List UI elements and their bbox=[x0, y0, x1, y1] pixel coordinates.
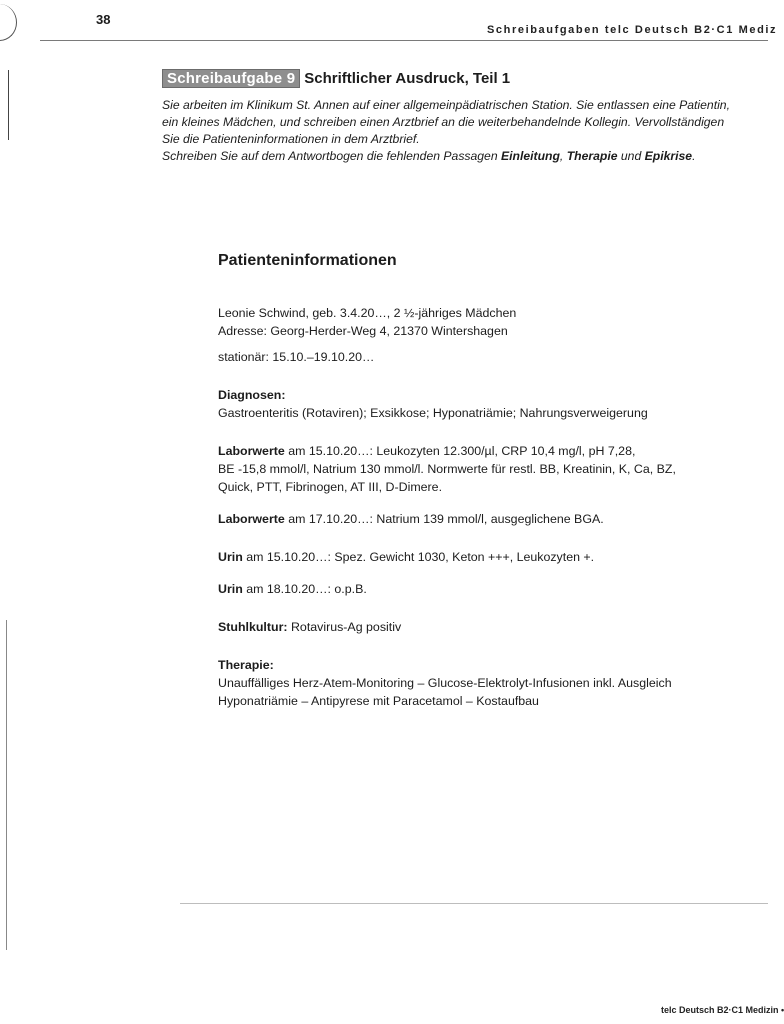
footer-text: telc Deutsch B2·C1 Medizin • bbox=[661, 1005, 784, 1015]
task-heading bbox=[162, 70, 510, 87]
task-subtitle: Schriftlicher Ausdruck, Teil 1 bbox=[304, 70, 511, 87]
therapy-label: Therapie: bbox=[218, 658, 274, 672]
running-head: Schreibaufgaben telc Deutsch B2·C1 Mediz bbox=[487, 24, 778, 36]
part-einleitung: Einleitung bbox=[501, 149, 560, 163]
footer-rule bbox=[180, 903, 768, 904]
therapy-line-2: Hyponatriämie – Antipyrese mit Paracetamol – Kostaufbau bbox=[218, 694, 539, 708]
scan-margin-line bbox=[8, 70, 9, 140]
stool-culture: Stuhlkultur: Rotavirus-Ag positiv bbox=[218, 620, 402, 634]
diagnoses-label: Diagnosen: bbox=[218, 388, 286, 402]
patient-address-line: Adresse: Georg-Herder-Weg 4, 21370 Wintershagen bbox=[218, 324, 508, 338]
part-therapie: Therapie bbox=[566, 149, 618, 163]
lab-values-1-line3: Quick, PTT, Fibrinogen, AT III, D-Dimere. bbox=[218, 480, 443, 494]
scan-margin-line-lower bbox=[6, 620, 7, 950]
patient-name-line: Leonie Schwind, geb. 3.4.20…, 2 ½-jähriges Mädchen bbox=[218, 306, 517, 320]
task-badge: Schreibaufgabe 9 bbox=[162, 69, 300, 88]
patient-stay-line: stationär: 15.10.–19.10.20… bbox=[218, 350, 375, 364]
diagnoses-text: Gastroenteritis (Rotaviren); Exsikkose; Hyponatriämie; Nahrungsverweigerung bbox=[218, 406, 648, 420]
therapy-line-1: Unauffälliges Herz-Atem-Monitoring – Glucose-Elektrolyt-Infusionen inkl. Ausgleich bbox=[218, 676, 672, 690]
lab-values-1-line2: BE -15,8 mmol/l, Natrium 130 mmol/l. Normwerte für restl. BB, Kreatinin, K, Ca, BZ, bbox=[218, 462, 676, 476]
lab-values-1: Laborwerte am 15.10.20…: Leukozyten 12.300/µl, CRP 10,4 mg/l, pH 7,28, bbox=[218, 444, 636, 458]
instruction-line: Sie arbeiten im Klinikum St. Annen auf einer allgemeinpädiatrischen Station. Sie entlassen eine Patientin, bbox=[162, 98, 730, 112]
answer-sheet-instruction: Schreiben Sie auf dem Antwortbogen die fehlenden Passagen Einleitung, Therapie und Epikrise. bbox=[162, 149, 696, 163]
task-instructions bbox=[162, 97, 782, 165]
page-number: 38 bbox=[96, 12, 111, 27]
urine-1: Urin am 15.10.20…: Spez. Gewicht 1030, Keton +++, Leukozyten +. bbox=[218, 550, 595, 564]
instruction-line: ein kleines Mädchen, und schreiben einen Arztbrief an die weiterbehandelnde Kollegin. Vervollständigen bbox=[162, 115, 725, 129]
header-rule bbox=[40, 40, 768, 41]
part-epikrise: Epikrise bbox=[644, 149, 693, 163]
scan-binding-curve bbox=[0, 4, 17, 41]
patient-information bbox=[218, 250, 748, 710]
urine-2: Urin am 18.10.20…: o.p.B. bbox=[218, 582, 367, 596]
lab-values-2: Laborwerte am 17.10.20…: Natrium 139 mmol/l, ausgeglichene BGA. bbox=[218, 512, 604, 526]
patient-info-heading: Patienteninformationen bbox=[218, 252, 397, 269]
instruction-line: Sie die Patienteninformationen in dem Arztbrief. bbox=[162, 132, 420, 146]
